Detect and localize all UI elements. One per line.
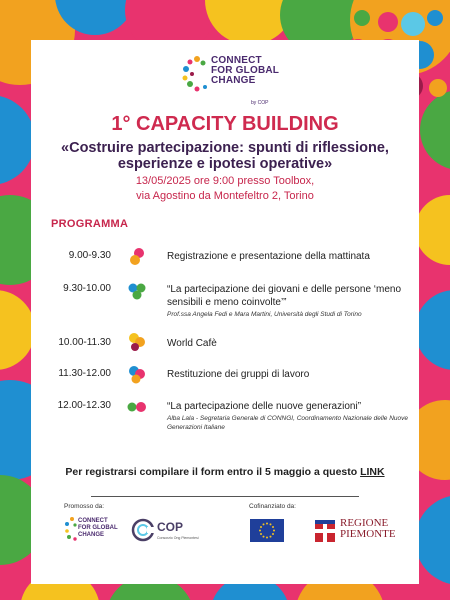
schedule-text-block [167, 283, 412, 319]
cop-subtitle: Consorzio Ong Piemontesi [157, 536, 199, 540]
logo-wordmark [211, 56, 279, 86]
programma-heading: PROGRAMMA [51, 218, 129, 230]
schedule-dots-icon [127, 332, 147, 352]
subtitle-line: «Costruire partecipazione: spunti di riflessione, [61, 140, 389, 156]
schedule-text: Restituzione dei gruppi di lavoro [167, 369, 310, 380]
logo-by-cop: by COP [251, 100, 269, 106]
schedule-dots-icon [127, 281, 147, 301]
regione-piemonte-logo [313, 518, 397, 546]
event-datetime: 13/05/2025 ore 9:00 presso Toolbox, [135, 175, 315, 187]
event-info [31, 174, 419, 204]
registration-text: Per registrarsi compilare il form entro il 5 maggio a questo [65, 466, 361, 478]
schedule-text: “La partecipazione dei giovani e delle persone ‘meno sensibili e meno coinvolte’” [167, 284, 402, 308]
schedule-text: World Cafè [167, 338, 217, 349]
footer-cop-logo [131, 518, 201, 544]
schedule-dots-icon [127, 364, 147, 384]
schedule-text-block [167, 400, 412, 432]
schedule-time: 9.30-10.00 [63, 283, 111, 294]
schedule-text: Registrazione e presentazione della mattinata [167, 251, 370, 262]
logo-line: FOR GLOBAL [211, 65, 280, 76]
schedule-time: 10.00-11.30 [58, 337, 111, 348]
logo-dots-icon [181, 54, 211, 94]
schedule-time: 12.00-12.30 [57, 400, 111, 411]
event-title: 1° CAPACITY BUILDING [111, 113, 339, 135]
footer-connect-logo [64, 516, 134, 546]
schedule-speaker-note: Prof.ssa Angela Fedi e Mara Martini, Università degli Studi di Torino [167, 311, 362, 318]
regione-crest-icon [313, 518, 337, 544]
registration-notice [31, 466, 419, 478]
regione-wordmark [340, 518, 396, 540]
event-subtitle [31, 140, 419, 172]
schedule-text: “La partecipazione delle nuove generazioni” [167, 401, 362, 412]
connect-for-global-change-logo [181, 52, 281, 104]
logo-line: FOR GLOBAL [78, 525, 118, 531]
event-address: via Agostino da Montefeltro 2, Torino [136, 190, 314, 202]
registration-link[interactable]: LINK [360, 466, 385, 478]
logo-line: CONNECT [211, 55, 262, 66]
schedule-time: 11.30-12.00 [58, 368, 111, 379]
logo-line: CONNECT [78, 518, 108, 524]
schedule-speaker-note: Alba Lala - Segretaria Generale di CONNGI, Coordinamento Nazionale delle Nuove Generazioni Italiane [167, 415, 408, 431]
regione-line: PIEMONTE [340, 528, 396, 540]
subtitle-line: esperienze e ipotesi operative» [117, 156, 333, 172]
logo-line: CHANGE [78, 532, 105, 538]
schedule-dots-icon [127, 397, 147, 417]
schedule-time: 9.00-9.30 [68, 250, 111, 261]
cop-wordmark: COP [157, 520, 184, 534]
footer-connect-wordmark [78, 518, 118, 539]
schedule-dots-icon [127, 247, 147, 267]
eu-flag-icon [250, 519, 284, 542]
promoted-by-label: Promosso da: [64, 503, 105, 510]
logo-dots-icon [64, 516, 78, 542]
cofinanced-by-label: Cofinanziato da: [249, 503, 296, 510]
regione-line: REGIONE [340, 517, 389, 529]
event-card [31, 40, 419, 584]
cop-emblem-icon [131, 518, 155, 542]
logo-line: CHANGE [211, 75, 256, 86]
footer-divider [91, 496, 359, 497]
